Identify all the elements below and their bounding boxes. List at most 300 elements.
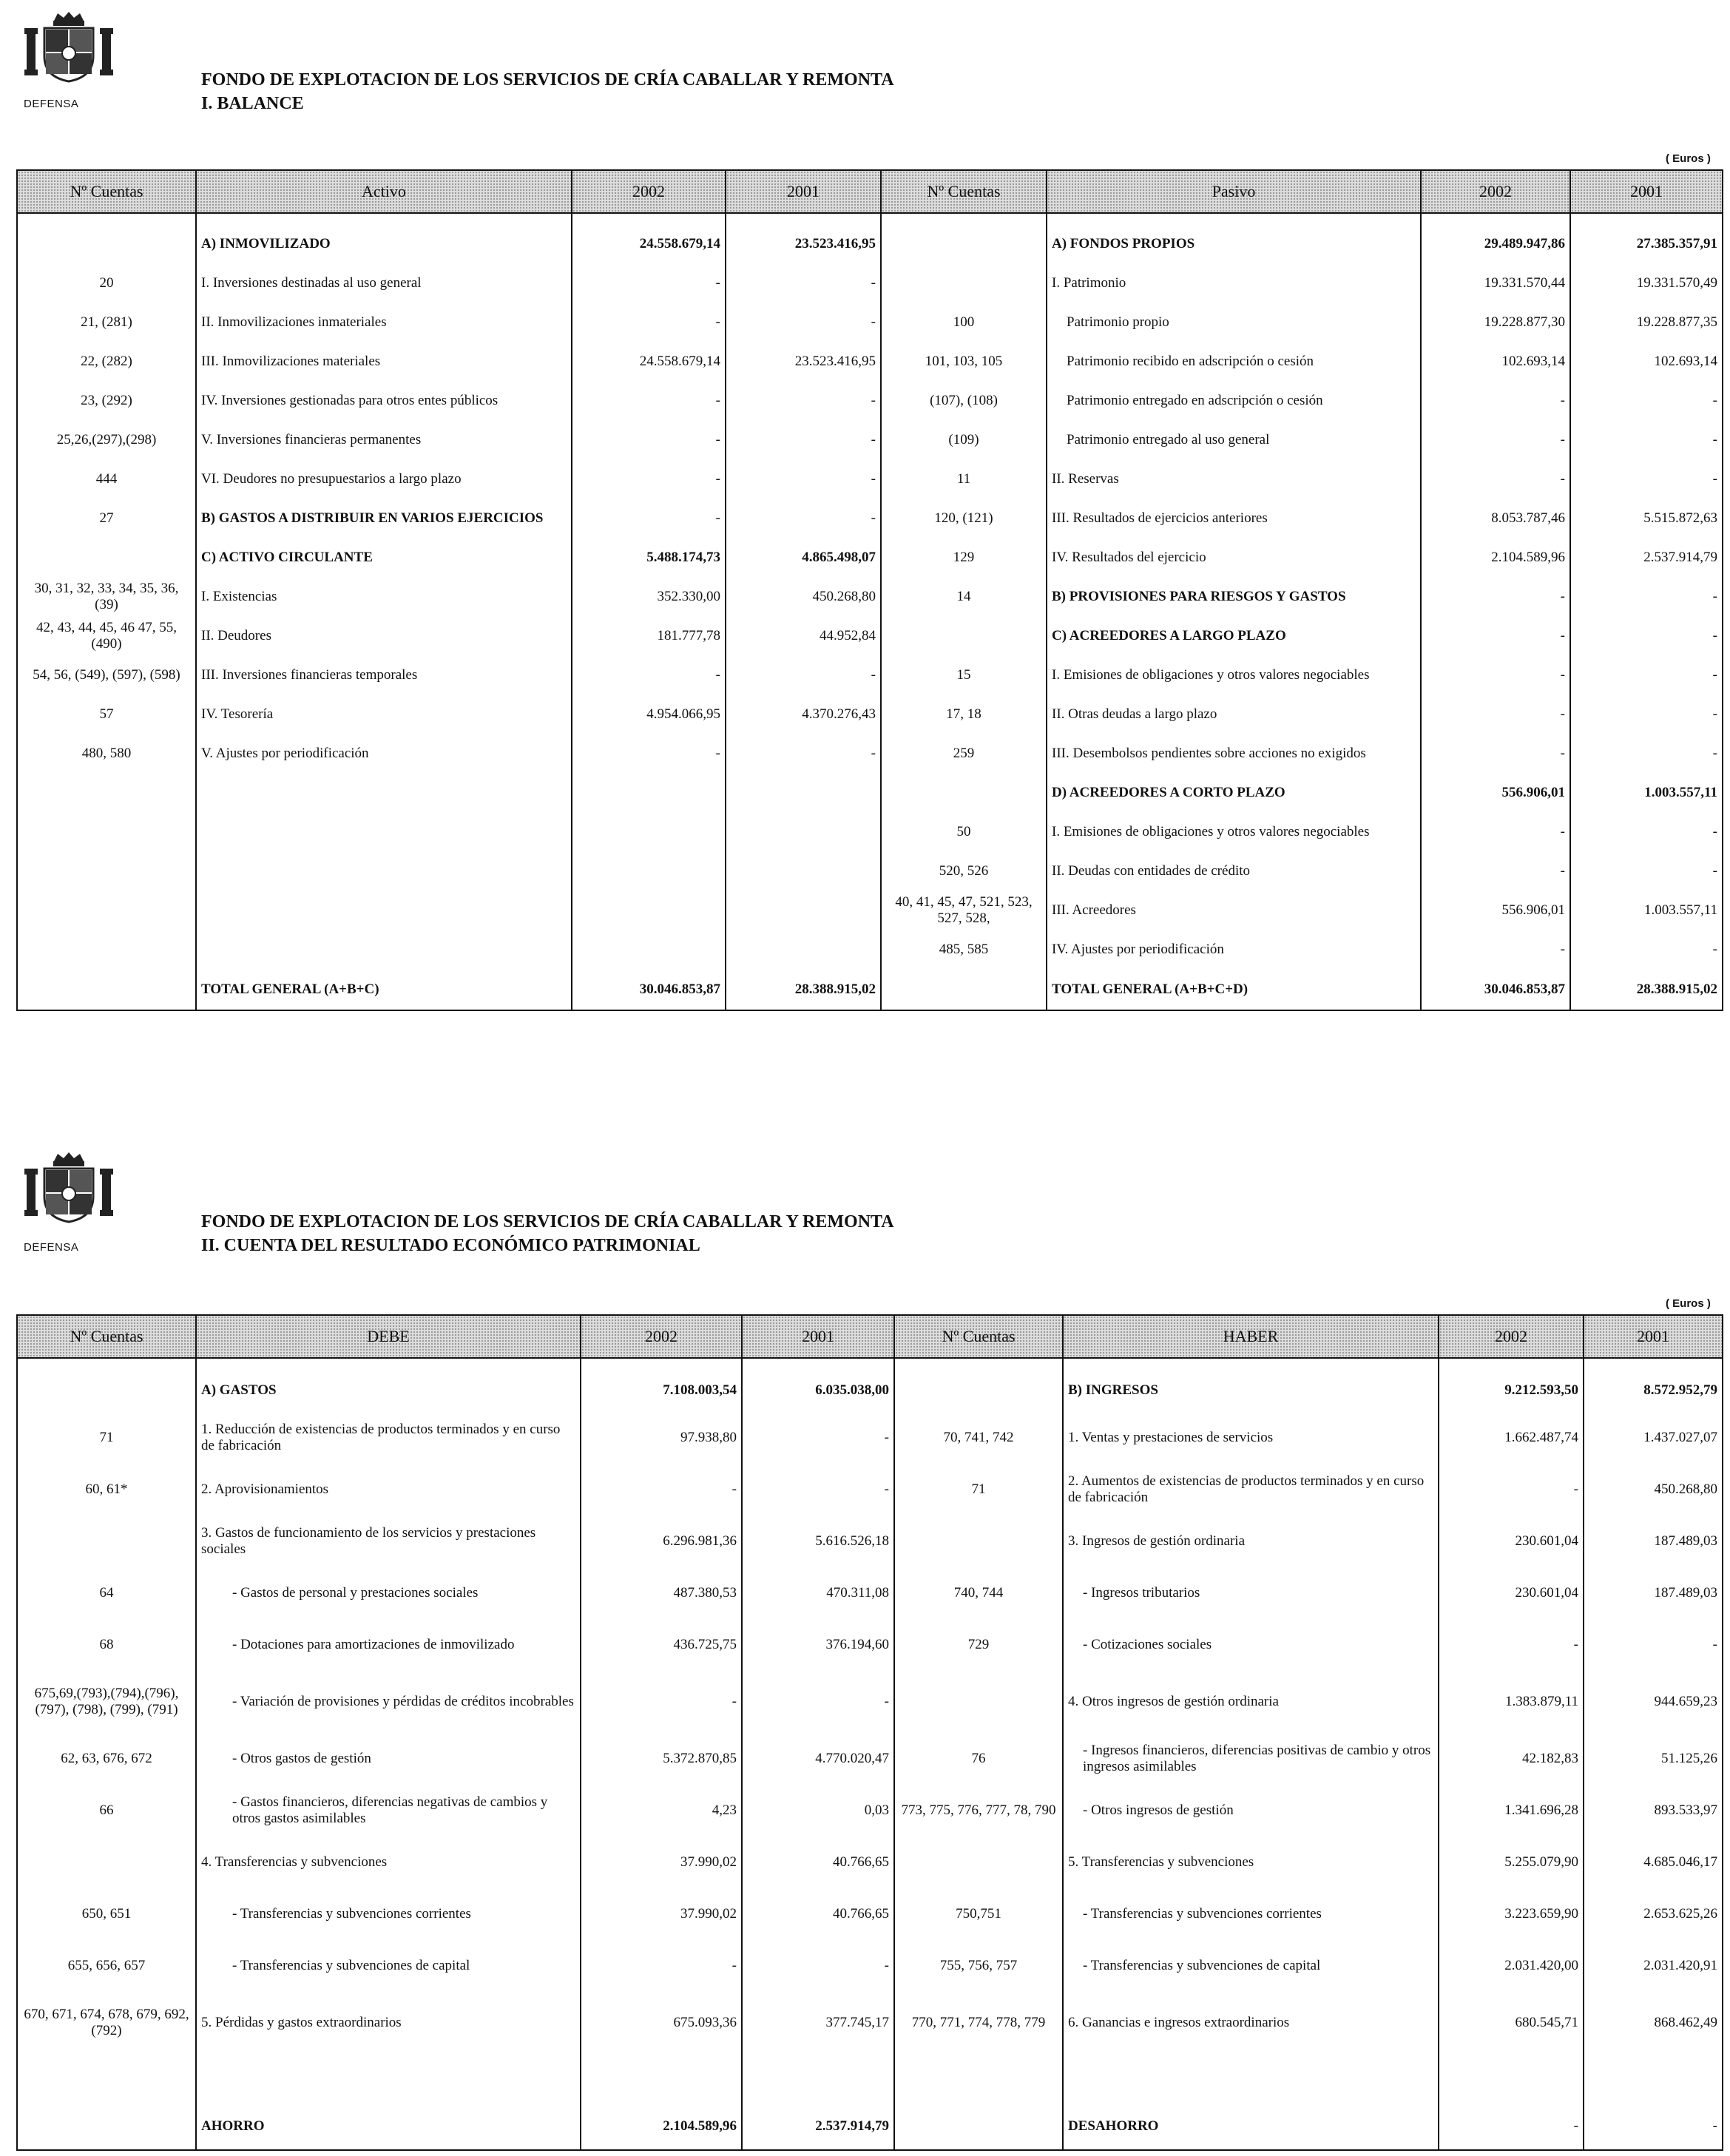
line-label: 1. Ventas y prestaciones de servicios [1063,1412,1439,1464]
line-label: 6. Ganancias e ingresos extraordinarios [1063,1992,1439,2054]
table-row [17,263,1723,303]
line-label: C) ACREEDORES A LARGO PLAZO [1047,616,1421,655]
total-2001: 2.537.914,79 [742,2054,894,2150]
column-header-2001: 2001 [1584,1315,1723,1358]
account-codes: 62, 63, 676, 672 [17,1733,196,1785]
line-label: Patrimonio propio [1047,303,1421,342]
column-header-2001: 2001 [1570,170,1723,213]
column-header-accounts: Nº Cuentas [894,1315,1063,1358]
table-row [17,1671,1723,1733]
account-codes [17,1369,196,1412]
amount-2002: - [581,1671,742,1733]
line-label: C) ACTIVO CIRCULANTE [196,538,572,577]
amount-2002: 4,23 [581,1785,742,1836]
amount-2001: - [742,1464,894,1515]
total-2001: - [1584,2054,1723,2150]
amount-2001: 377.745,17 [742,1992,894,2054]
amount-2001: 23.523.416,95 [726,342,881,381]
account-codes: 76 [894,1733,1063,1785]
coat-of-arms-logo [21,1151,117,1225]
account-codes: 755, 756, 757 [894,1940,1063,1992]
account-codes: 520, 526 [881,851,1047,891]
account-codes [894,1836,1063,1888]
amount-2002: 5.255.079,90 [1439,1836,1584,1888]
account-codes: 42, 43, 44, 45, 46 47, 55, (490) [17,616,196,655]
amount-2001: - [1570,655,1723,695]
amount-2001 [726,851,881,891]
account-codes: 21, (281) [17,303,196,342]
total-2001: 28.388.915,02 [1570,969,1723,1010]
line-label: 5. Pérdidas y gastos extraordinarios [196,1992,581,2054]
account-codes [881,616,1047,655]
amount-2002: 4.954.066,95 [572,695,726,734]
line-label: V. Ajustes por periodificación [196,734,572,773]
amount-2001: 5.515.872,63 [1570,499,1723,538]
amount-2002: - [572,499,726,538]
table-row [17,342,1723,381]
amount-2002: - [1421,655,1570,695]
amount-2002: - [1421,812,1570,851]
amount-2001: - [1570,930,1723,969]
line-label [196,812,572,851]
amount-2001: 893.533,97 [1584,1785,1723,1836]
amount-2002: - [572,420,726,459]
line-label: - Dotaciones para amortizaciones de inmovilizado [196,1619,581,1671]
table-row [17,969,1723,1010]
line-label: I. Inversiones destinadas al uso general [196,263,572,303]
line-label: - Ingresos tributarios [1063,1567,1439,1619]
line-label: - Transferencias y subvenciones de capital [1063,1940,1439,1992]
amount-2002: - [1421,577,1570,616]
table-row [17,1733,1723,1785]
line-label: I. Patrimonio [1047,263,1421,303]
line-label: IV. Inversiones gestionadas para otros entes públicos [196,381,572,420]
amount-2002: - [572,459,726,499]
table-row [17,930,1723,969]
amount-2002: 7.108.003,54 [581,1369,742,1412]
column-header-2002: 2002 [1439,1315,1584,1358]
table-header-row [17,1315,1723,1358]
table-row [17,1412,1723,1464]
line-label: 5. Transferencias y subvenciones [1063,1836,1439,1888]
line-label: Patrimonio entregado al uso general [1047,420,1421,459]
line-label: B) INGRESOS [1063,1369,1439,1412]
account-codes: 729 [894,1619,1063,1671]
table-row [17,891,1723,930]
table-row [17,2054,1723,2150]
amount-2002: - [1421,459,1570,499]
account-codes [17,1836,196,1888]
line-label: II. Deudas con entidades de crédito [1047,851,1421,891]
table-row [17,459,1723,499]
table-row [17,655,1723,695]
line-label: - Otros gastos de gestión [196,1733,581,1785]
amount-2001: 187.489,03 [1584,1567,1723,1619]
amount-2001: 19.331.570,49 [1570,263,1723,303]
amount-2001: - [1570,459,1723,499]
amount-2002: - [1421,695,1570,734]
column-header-debe: DEBE [196,1315,581,1358]
amount-2001: 470.311,08 [742,1567,894,1619]
amount-2002: - [1421,420,1570,459]
account-codes: 120, (121) [881,499,1047,538]
table-row [17,1940,1723,1992]
column-header-2002: 2002 [1421,170,1570,213]
coat-of-arms-logo [21,10,117,84]
line-label: VI. Deudores no presupuestarios a largo plazo [196,459,572,499]
account-codes [881,263,1047,303]
line-label: - Transferencias y subvenciones corrientes [196,1888,581,1940]
table-row [17,1785,1723,1836]
table-row [17,851,1723,891]
line-label: 4. Transferencias y subvenciones [196,1836,581,1888]
line-label: III. Desembolsos pendientes sobre acciones no exigidos [1047,734,1421,773]
total-2002: - [1439,2054,1584,2150]
table-row [17,773,1723,812]
amount-2001: - [1570,734,1723,773]
amount-2001: 0,03 [742,1785,894,1836]
column-header-activo: Activo [196,170,572,213]
amount-2002: - [1421,851,1570,891]
account-codes: 100 [881,303,1047,342]
report-subtitle: I. BALANCE [201,94,304,113]
line-label: II. Inmovilizaciones inmateriales [196,303,572,342]
account-codes: 50 [881,812,1047,851]
account-codes [881,773,1047,812]
line-label: IV. Tesorería [196,695,572,734]
table-row [17,1619,1723,1671]
amount-2001: - [1570,812,1723,851]
amount-2002: - [572,381,726,420]
currency-unit: ( Euros ) [1666,1297,1711,1310]
account-codes: 30, 31, 32, 33, 34, 35, 36, (39) [17,577,196,616]
line-label: I. Existencias [196,577,572,616]
account-codes: 675,69,(793),(794),(796), (797), (798), (799), (791) [17,1671,196,1733]
line-label: Patrimonio entregado en adscripción o cesión [1047,381,1421,420]
line-label: II. Deudores [196,616,572,655]
table-row [17,381,1723,420]
ministry-label: DEFENSA [24,1241,79,1254]
account-codes: 740, 744 [894,1567,1063,1619]
resultado-table [16,1314,1723,2151]
account-codes: 670, 671, 674, 678, 679, 692,(792) [17,1992,196,2054]
account-codes: 70, 741, 742 [894,1412,1063,1464]
account-codes: 68 [17,1619,196,1671]
table-row [17,812,1723,851]
amount-2001: 4.370.276,43 [726,695,881,734]
total-2002: 30.046.853,87 [572,969,726,1010]
column-header-accounts: Nº Cuentas [17,1315,196,1358]
amount-2001: 450.268,80 [1584,1464,1723,1515]
amount-2001: - [1570,616,1723,655]
amount-2001: - [726,499,881,538]
line-label [196,773,572,812]
line-label: I. Emisiones de obligaciones y otros valores negociables [1047,655,1421,695]
amount-2001: 187.489,03 [1584,1515,1723,1567]
column-header-2002: 2002 [581,1315,742,1358]
amount-2001: - [742,1940,894,1992]
total-label: TOTAL GENERAL (A+B+C+D) [1047,969,1421,1010]
table-row [17,616,1723,655]
table-row [17,1888,1723,1940]
total-label: AHORRO [196,2054,581,2150]
amount-2002: - [572,655,726,695]
amount-2002: 9.212.593,50 [1439,1369,1584,1412]
line-label: 2. Aumentos de existencias de productos terminados y en curso de fabricación [1063,1464,1439,1515]
amount-2001: - [726,459,881,499]
amount-2002 [572,930,726,969]
table-row [17,1515,1723,1567]
amount-2002: 230.601,04 [1439,1515,1584,1567]
amount-2002: 29.489.947,86 [1421,224,1570,263]
account-codes [894,2054,1063,2150]
balance-table [16,169,1723,1011]
amount-2001 [726,773,881,812]
amount-2002: 5.488.174,73 [572,538,726,577]
line-label: - Ingresos financieros, diferencias positivas de cambio y otros ingresos asimilables [1063,1733,1439,1785]
amount-2002: 42.182,83 [1439,1733,1584,1785]
line-label [196,891,572,930]
account-codes: 20 [17,263,196,303]
account-codes [881,224,1047,263]
account-codes [17,538,196,577]
amount-2001: 5.616.526,18 [742,1515,894,1567]
amount-2001: 4.685.046,17 [1584,1836,1723,1888]
account-codes: 15 [881,655,1047,695]
amount-2001: 1.003.557,11 [1570,773,1723,812]
table-row [17,224,1723,263]
amount-2001: - [726,263,881,303]
amount-2002: 436.725,75 [581,1619,742,1671]
amount-2002: 6.296.981,36 [581,1515,742,1567]
column-header-2001: 2001 [726,170,881,213]
amount-2002: 102.693,14 [1421,342,1570,381]
line-label: 4. Otros ingresos de gestión ordinaria [1063,1671,1439,1733]
line-label: V. Inversiones financieras permanentes [196,420,572,459]
amount-2001: - [742,1671,894,1733]
account-codes: 101, 103, 105 [881,342,1047,381]
amount-2001: 944.659,23 [1584,1671,1723,1733]
account-codes: 71 [17,1412,196,1464]
account-codes: 259 [881,734,1047,773]
amount-2001: 44.952,84 [726,616,881,655]
account-codes: 60, 61* [17,1464,196,1515]
table-row [17,1567,1723,1619]
account-codes: 14 [881,577,1047,616]
total-2002: 30.046.853,87 [1421,969,1570,1010]
account-codes: 27 [17,499,196,538]
column-header-2002: 2002 [572,170,726,213]
line-label: IV. Ajustes por periodificación [1047,930,1421,969]
account-codes: 64 [17,1567,196,1619]
table-row [17,538,1723,577]
column-header-pasivo: Pasivo [1047,170,1421,213]
line-label: III. Acreedores [1047,891,1421,930]
report-title: FONDO DE EXPLOTACION DE LOS SERVICIOS DE CRÍA CABALLAR Y REMONTA [201,1212,894,1231]
amount-2002: 680.545,71 [1439,1992,1584,2054]
account-codes [17,969,196,1010]
account-codes: 650, 651 [17,1888,196,1940]
amount-2002: 675.093,36 [581,1992,742,2054]
line-label: B) PROVISIONES PARA RIESGOS Y GASTOS [1047,577,1421,616]
amount-2002 [572,773,726,812]
account-codes: 22, (282) [17,342,196,381]
line-label: A) FONDOS PROPIOS [1047,224,1421,263]
line-label: A) INMOVILIZADO [196,224,572,263]
table-header-row [17,170,1723,213]
amount-2001: - [726,381,881,420]
line-label: - Gastos financieros, diferencias negativas de cambios y otros gastos asimilables [196,1785,581,1836]
amount-2002: 556.906,01 [1421,773,1570,812]
account-codes: 444 [17,459,196,499]
amount-2002: 1.383.879,11 [1439,1671,1584,1733]
amount-2002: 8.053.787,46 [1421,499,1570,538]
amount-2001: 4.865.498,07 [726,538,881,577]
line-label [196,930,572,969]
line-label: - Gastos de personal y prestaciones sociales [196,1567,581,1619]
amount-2001: - [1570,577,1723,616]
account-codes: (109) [881,420,1047,459]
line-label: - Transferencias y subvenciones corrientes [1063,1888,1439,1940]
column-header-accounts: Nº Cuentas [17,170,196,213]
spacer-row [17,1358,1723,1369]
coat-of-arms-icon [21,1151,117,1225]
account-codes: 40, 41, 45, 47, 521, 523, 527, 528, [881,891,1047,930]
amount-2001: - [726,420,881,459]
line-label: - Transferencias y subvenciones de capital [196,1940,581,1992]
account-codes [17,851,196,891]
line-label: A) GASTOS [196,1369,581,1412]
line-label: III. Resultados de ejercicios anteriores [1047,499,1421,538]
balance-section [0,0,1730,1006]
amount-2002: 24.558.679,14 [572,342,726,381]
account-codes: 11 [881,459,1047,499]
report-title: FONDO DE EXPLOTACION DE LOS SERVICIOS DE CRÍA CABALLAR Y REMONTA [201,70,894,89]
table-row [17,577,1723,616]
amount-2002: - [1439,1619,1584,1671]
amount-2002: - [572,303,726,342]
amount-2002 [572,891,726,930]
currency-unit: ( Euros ) [1666,152,1711,165]
amount-2002: 24.558.679,14 [572,224,726,263]
amount-2001: 2.653.625,26 [1584,1888,1723,1940]
amount-2002: - [572,734,726,773]
amount-2001: 27.385.357,91 [1570,224,1723,263]
amount-2001: 23.523.416,95 [726,224,881,263]
line-label: Patrimonio recibido en adscripción o cesión [1047,342,1421,381]
account-codes [17,891,196,930]
amount-2001: - [1584,1619,1723,1671]
total-2001: 28.388.915,02 [726,969,881,1010]
total-label: DESAHORRO [1063,2054,1439,2150]
amount-2002 [572,812,726,851]
amount-2002: 2.104.589,96 [1421,538,1570,577]
amount-2002: 1.662.487,74 [1439,1412,1584,1464]
line-label: - Variación de provisiones y pérdidas de créditos incobrables [196,1671,581,1733]
amount-2001: 102.693,14 [1570,342,1723,381]
amount-2001: - [726,655,881,695]
account-codes: 66 [17,1785,196,1836]
amount-2001: 868.462,49 [1584,1992,1723,2054]
amount-2001: 40.766,65 [742,1836,894,1888]
amount-2001: 2.031.420,91 [1584,1940,1723,1992]
line-label: B) GASTOS A DISTRIBUIR EN VARIOS EJERCICIOS [196,499,572,538]
amount-2001: - [1570,420,1723,459]
ministry-label: DEFENSA [24,98,79,110]
line-label: - Otros ingresos de gestión [1063,1785,1439,1836]
account-codes: 485, 585 [881,930,1047,969]
account-codes [17,773,196,812]
amount-2002: 37.990,02 [581,1888,742,1940]
spacer-row [17,213,1723,224]
total-label: TOTAL GENERAL (A+B+C) [196,969,572,1010]
amount-2001: - [1570,381,1723,420]
account-codes: 71 [894,1464,1063,1515]
table-row [17,734,1723,773]
amount-2001: 51.125,26 [1584,1733,1723,1785]
line-label: II. Otras deudas a largo plazo [1047,695,1421,734]
account-codes: 25,26,(297),(298) [17,420,196,459]
amount-2001 [726,891,881,930]
amount-2002: - [572,263,726,303]
line-label: I. Emisiones de obligaciones y otros valores negociables [1047,812,1421,851]
account-codes [17,1515,196,1567]
line-label [196,851,572,891]
column-header-accounts: Nº Cuentas [881,170,1047,213]
amount-2002: 487.380,53 [581,1567,742,1619]
account-codes [881,969,1047,1010]
line-label: 3. Gastos de funcionamiento de los servicios y prestaciones sociales [196,1515,581,1567]
amount-2001: 8.572.952,79 [1584,1369,1723,1412]
resultado-section [0,1139,1730,2156]
amount-2001: 2.537.914,79 [1570,538,1723,577]
total-2002: 2.104.589,96 [581,2054,742,2150]
amount-2002: 1.341.696,28 [1439,1785,1584,1836]
account-codes: 129 [881,538,1047,577]
amount-2001: 450.268,80 [726,577,881,616]
table-row [17,695,1723,734]
amount-2002: 2.031.420,00 [1439,1940,1584,1992]
amount-2002: 97.938,80 [581,1412,742,1464]
column-header-haber: HABER [1063,1315,1439,1358]
amount-2002 [572,851,726,891]
amount-2002: - [581,1464,742,1515]
account-codes: 480, 580 [17,734,196,773]
amount-2002: 181.777,78 [572,616,726,655]
line-label: III. Inversiones financieras temporales [196,655,572,695]
account-codes: (107), (108) [881,381,1047,420]
line-label: II. Reservas [1047,459,1421,499]
account-codes: 750,751 [894,1888,1063,1940]
amount-2002: 3.223.659,90 [1439,1888,1584,1940]
amount-2002: 556.906,01 [1421,891,1570,930]
amount-2002: - [581,1940,742,1992]
account-codes: 773, 775, 776, 777, 78, 790 [894,1785,1063,1836]
amount-2002: - [1421,930,1570,969]
table-row [17,1464,1723,1515]
account-codes: 54, 56, (549), (597), (598) [17,655,196,695]
account-codes [17,930,196,969]
amount-2002: 230.601,04 [1439,1567,1584,1619]
account-codes [894,1671,1063,1733]
amount-2002: - [1421,734,1570,773]
amount-2002: 5.372.870,85 [581,1733,742,1785]
amount-2001: 19.228.877,35 [1570,303,1723,342]
amount-2002: - [1421,616,1570,655]
account-codes: 655, 656, 657 [17,1940,196,1992]
amount-2001: 6.035.038,00 [742,1369,894,1412]
amount-2001: 376.194,60 [742,1619,894,1671]
